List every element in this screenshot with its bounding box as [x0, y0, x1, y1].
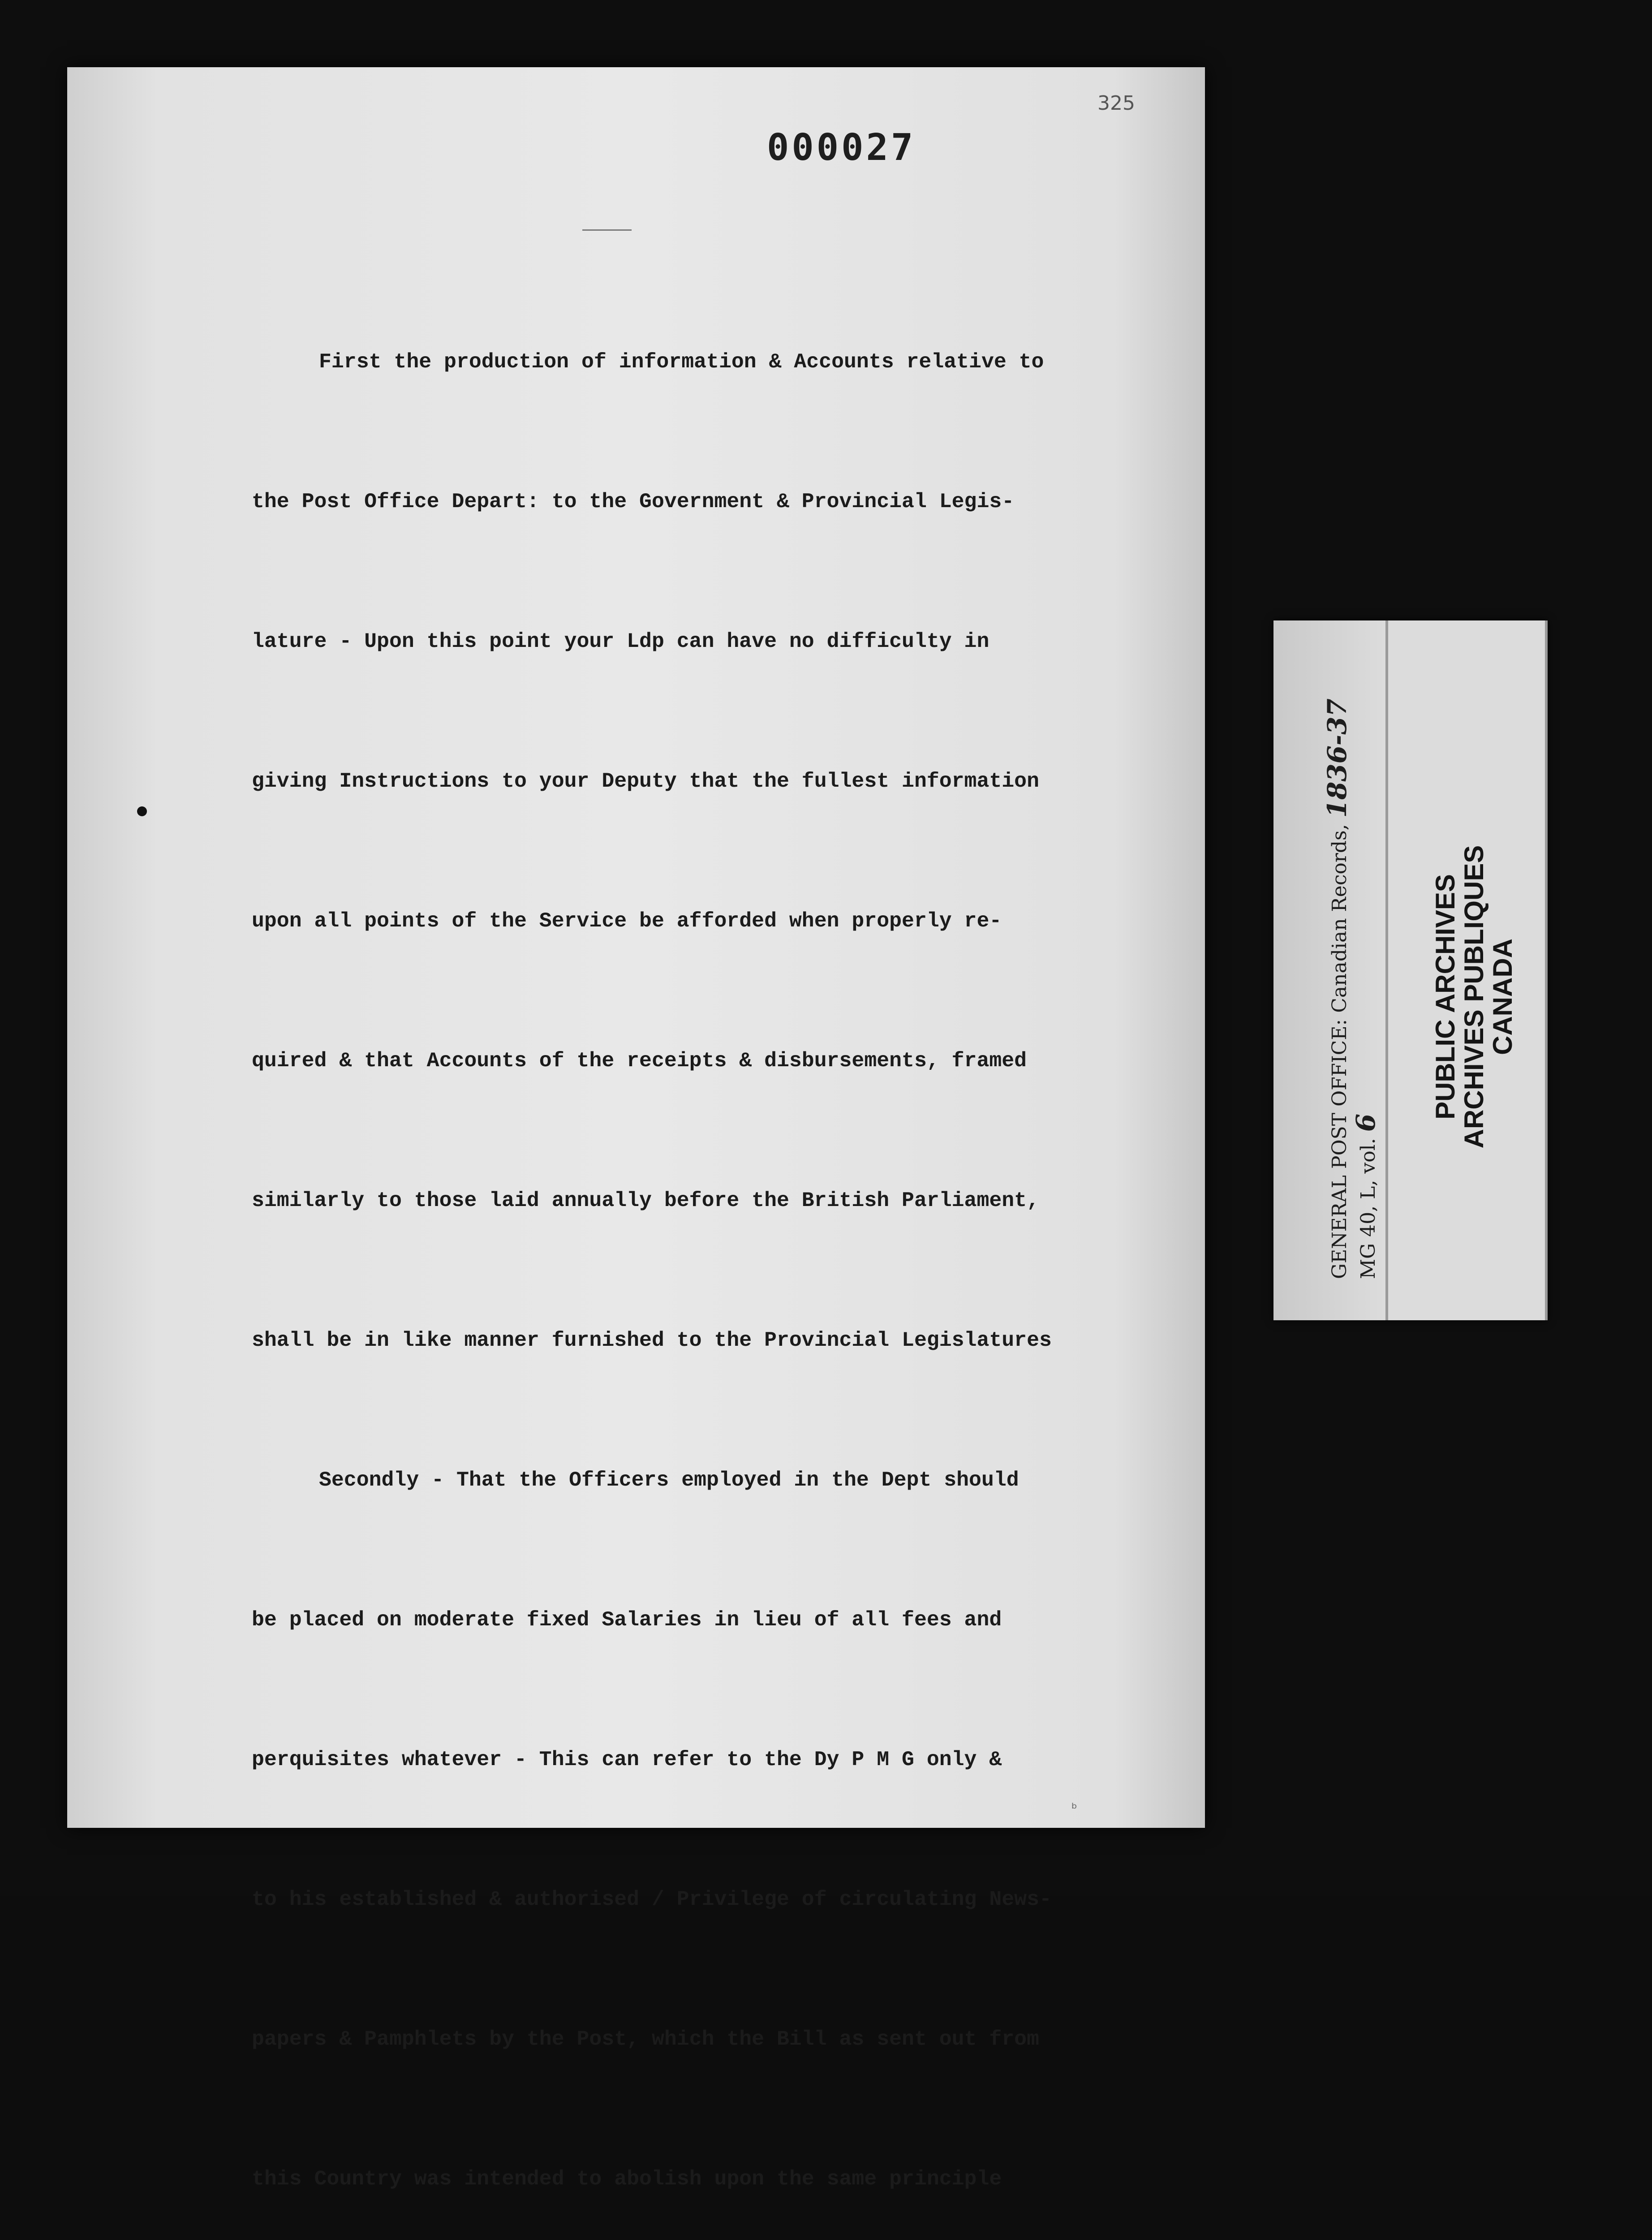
reference-text: MG 40, L, vol.: [1357, 1138, 1380, 1279]
text-line: lature - Upon this point your Ldp can have no difficulty in: [252, 629, 989, 653]
handwritten-volume-number: 6: [1351, 1113, 1381, 1132]
text-line: similarly to those laid annually before the British Parliament,: [252, 1189, 1039, 1212]
text-line: papers & Pamphlets by the Post, which the Bill as sent out from: [252, 2027, 1039, 2051]
text-line: Secondly - That the Officers employed in the Dept should: [319, 1468, 1019, 1492]
text-line: perquisites whatever - This can refer to the Dy P M G only &: [252, 1748, 1002, 1771]
text-line: giving Instructions to your Deputy that the fullest information: [252, 769, 1039, 793]
text-line: this Country was intended to abolish upon the same principle: [252, 2167, 1002, 2191]
text-line: to his established & authorised / Privilege of circulating News-: [252, 1887, 1052, 1911]
reference-line-1: [1322, 698, 1352, 1279]
reference-text: GENERAL POST OFFICE: Canadian Records,: [1328, 824, 1351, 1279]
page-corner-mark: ᵇ: [1071, 1801, 1077, 1817]
handwritten-years: 1836-37: [1322, 698, 1352, 818]
reference-panel: [1273, 620, 1385, 1320]
archive-country: CANADA: [1488, 939, 1518, 1055]
archive-name-french: ARCHIVES PUBLIQUES: [1459, 845, 1489, 1149]
text-line: quired & that Accounts of the receipts & disbursements, framed: [252, 1049, 1027, 1073]
margin-dot: [137, 806, 147, 816]
archive-name-panel: [1385, 620, 1548, 1320]
text-line: upon all points of the Service be afforded when properly re-: [252, 909, 1002, 933]
document-stamp-number: 000027: [767, 126, 916, 169]
reference-line-2: [1351, 1114, 1381, 1279]
typed-letter-body: [252, 246, 1170, 2240]
text-line: First the production of information & Accounts relative to: [319, 350, 1044, 374]
archive-reference-label: [1273, 620, 1548, 1320]
archive-name-english: PUBLIC ARCHIVES: [1430, 874, 1460, 1120]
text-line: be placed on moderate fixed Salaries in lieu of all fees and: [252, 1608, 1002, 1632]
folio-number: 325: [1097, 92, 1135, 115]
text-line: the Post Office Depart: to the Government & Provincial Legis-: [252, 490, 1015, 513]
text-line: shall be in like manner furnished to the Provincial Legislatures: [252, 1328, 1052, 1352]
separator-rule: [582, 229, 632, 231]
